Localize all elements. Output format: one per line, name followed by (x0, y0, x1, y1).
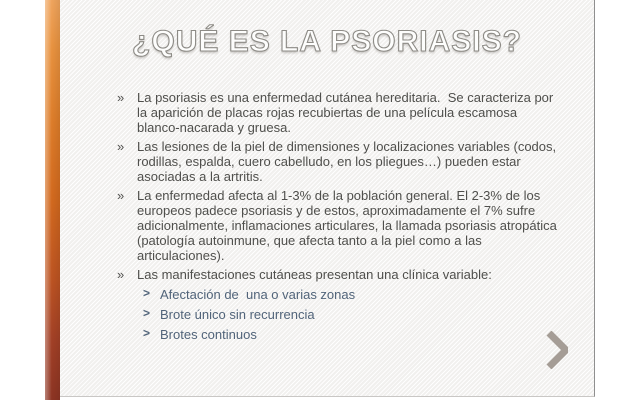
bullet-text: La enfermedad afecta al 1-3% de la población general. El 2-3% de los europeos padece psoriasis y de estos, aproximadamente el 7% sufre adicionalmente, inflamaciones articulares, la llamada psoriasis atropática (patología autoinmune, que afecta tanto a la piel como a las articulaciones). (137, 188, 561, 263)
bullet-text: Las manifestaciones cutáneas presentan una clínica variable: (137, 267, 492, 282)
sub-bullet-marker: > (143, 286, 151, 300)
sub-bullet-item (60, 287, 594, 302)
bullet-marker: » (117, 267, 125, 282)
slide-title: ¿QUÉ ES LA PSORIASIS? (132, 25, 522, 58)
bullet-marker: » (117, 90, 125, 105)
sub-bullet-item (60, 327, 594, 342)
bullet-text: La psoriasis es una enfermedad cutánea hereditaria. Se caracteriza por la aparición de placas rojas recubiertas de una película escamosa blanco-nacarada y gruesa. (137, 90, 557, 135)
bullet-item (60, 90, 561, 135)
bullet-item (60, 139, 561, 184)
sub-bullet-list (60, 287, 594, 342)
chevron-right-icon (546, 331, 568, 369)
sub-bullet-text: Afectación de una o varias zonas (160, 287, 356, 302)
bullet-text: Las lesiones de la piel de dimensiones y localizaciones variables (codos, rodillas, espalda, cuero cabelludo, en los pliegues…) pueden estar asociadas a la artritis. (137, 139, 560, 184)
bullet-item (60, 267, 561, 282)
sub-bullet-text: Brotes continuos (160, 327, 257, 342)
bullet-marker: » (117, 139, 125, 154)
bullet-list (60, 90, 594, 282)
sub-bullet-marker: > (143, 306, 151, 320)
sub-bullet-item (60, 307, 594, 322)
sub-bullet-text: Brote único sin recurrencia (160, 307, 315, 322)
sub-bullet-marker: > (143, 326, 151, 340)
accent-gradient-bar (45, 0, 60, 400)
bullet-item (60, 188, 561, 263)
slide-canvas (60, 0, 595, 397)
bullet-marker: » (117, 188, 125, 203)
slide-body (60, 90, 594, 347)
